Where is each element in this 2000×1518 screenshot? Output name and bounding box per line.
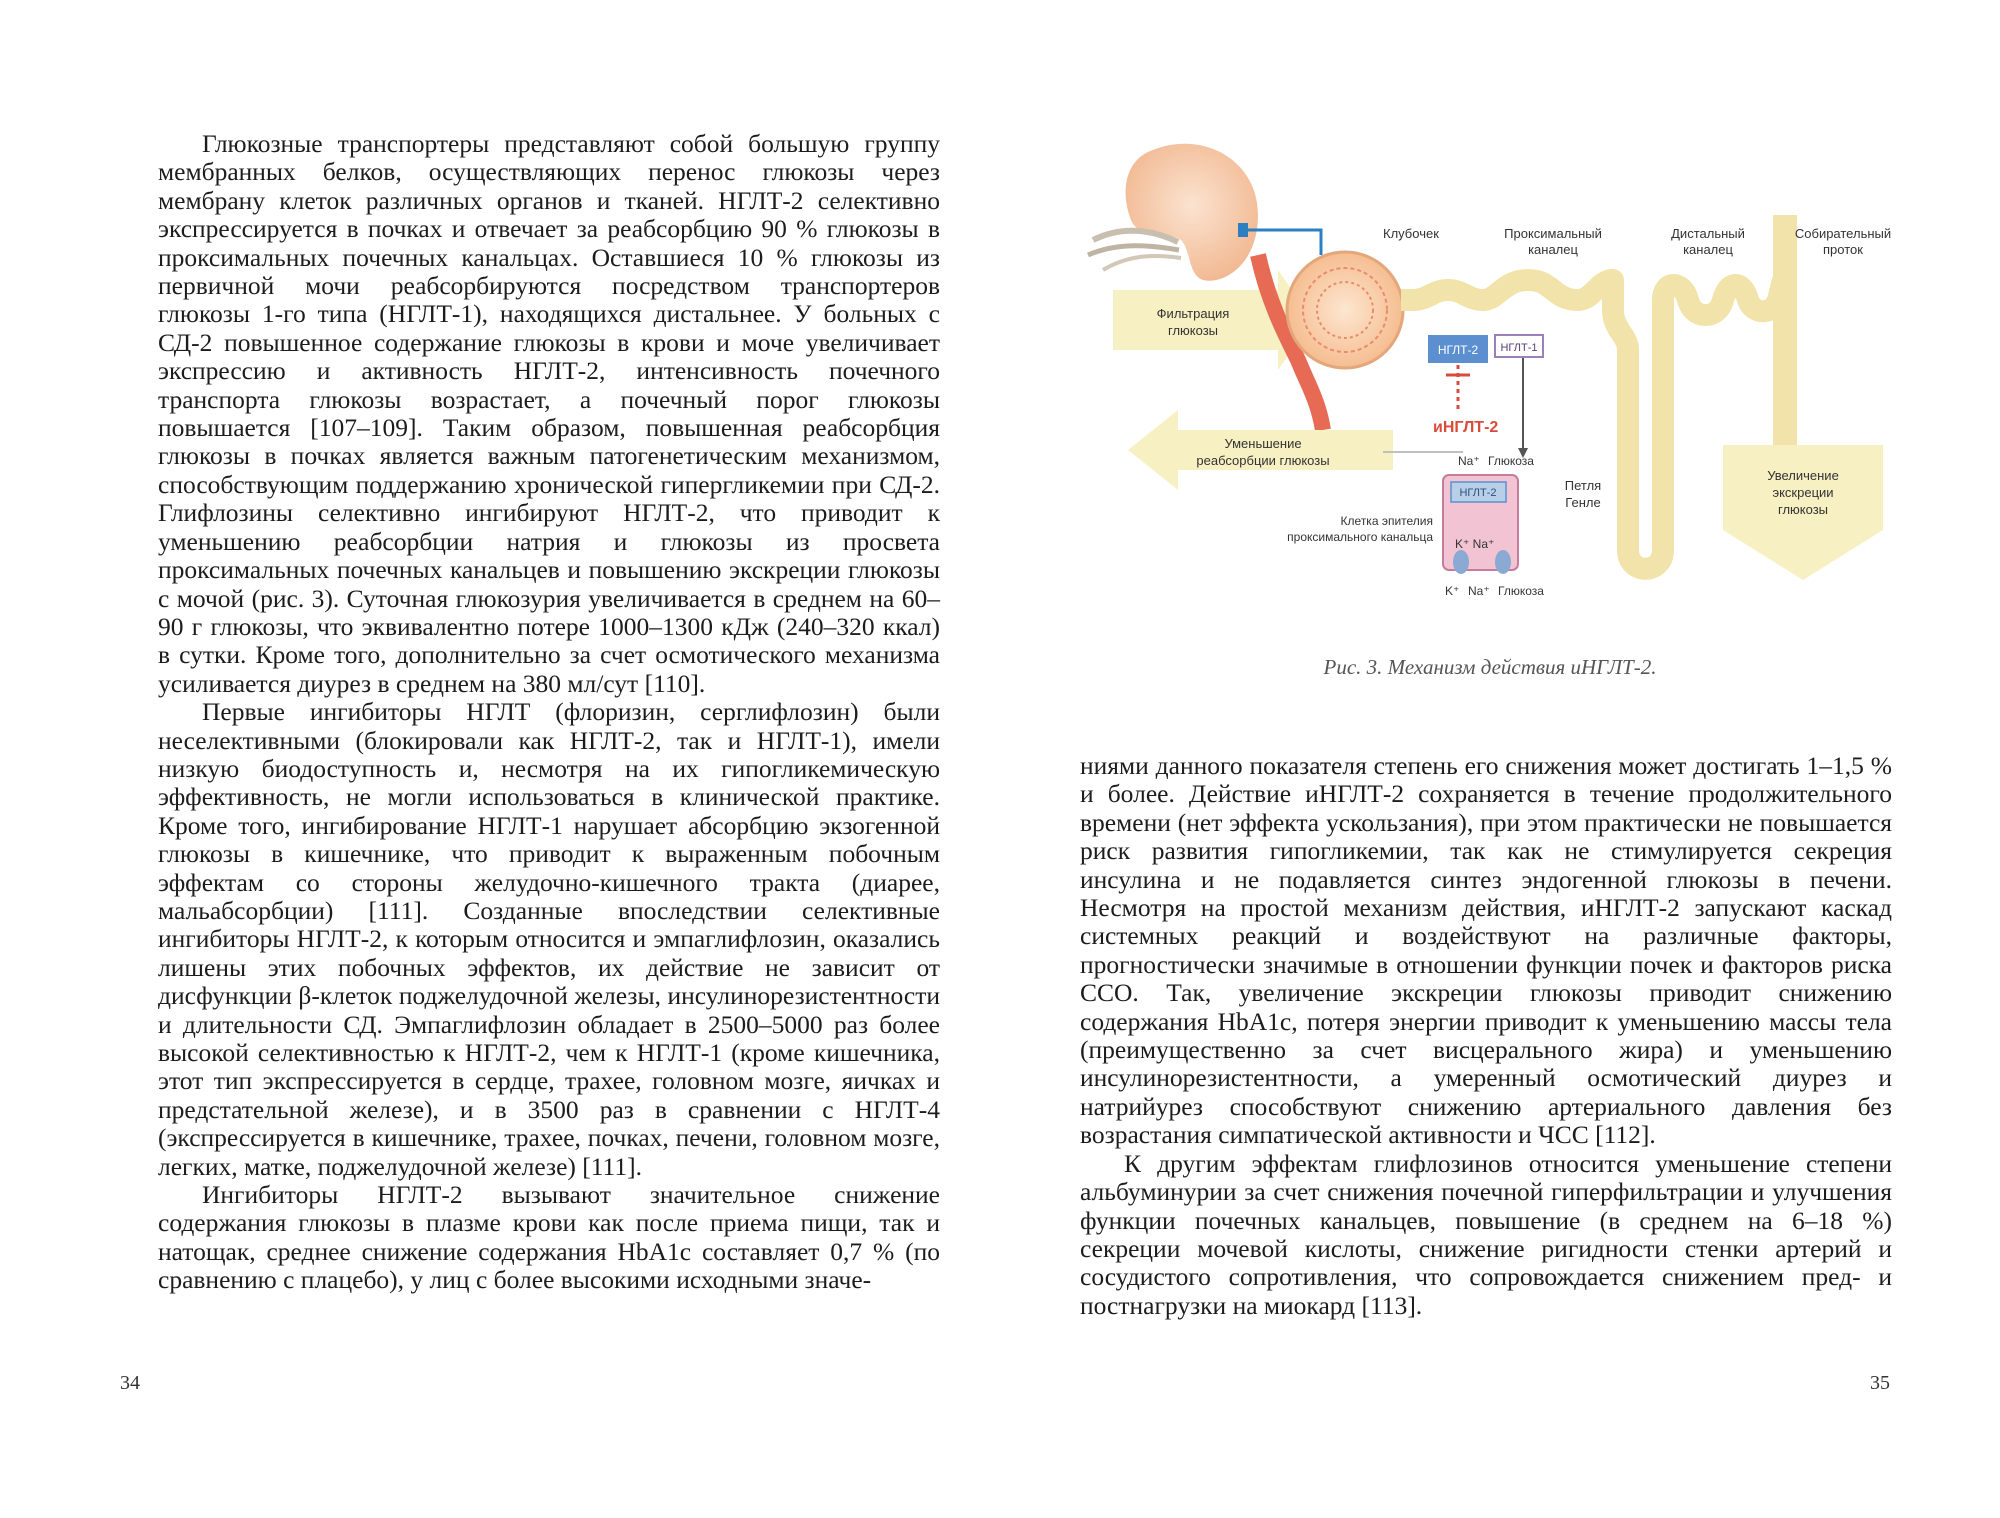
- label-increase: Увеличение: [1767, 468, 1839, 483]
- kidney-illustration: [1126, 144, 1258, 281]
- label-glucose: Глюкоза: [1488, 454, 1534, 468]
- page-number: 34: [120, 1372, 140, 1394]
- paragraph: К другим эффектам глифлозинов относится уменьшение степени альбуминурии за счет снижения почечной гиперфильтрации и улучшения функции почечных канальцев, повышение (в среднем на 6–18 %) секреции мочевой кислоты, снижение ригидности стенки артерий и сосудистого сопротивления, что сопровождается снижением пред- и постнагрузки на миокард [113].: [1080, 1148, 1892, 1320]
- right-text-column: [1080, 752, 1892, 1320]
- label-glomerulus: Клубочек: [1383, 226, 1439, 241]
- label-inhibitor: иНГЛТ-2: [1433, 419, 1499, 436]
- right-page: [1000, 0, 2000, 1518]
- label-distal-2: каналец: [1683, 242, 1733, 257]
- label-filtration-2: глюкозы: [1167, 323, 1219, 338]
- kidney-mechanism-diagram: [1083, 130, 1903, 630]
- label-na: Na⁺: [1458, 454, 1480, 468]
- label-na2: Na⁺: [1468, 584, 1490, 598]
- label-glucose2: Глюкоза: [1498, 584, 1544, 598]
- paragraph: Первые ингибиторы НГЛТ (флоризин, серглифлозин) были неселективными (блокировали как НГЛТ-2, так и НГЛТ-1), имели низкую биодоступность и, несмотря на их гипогликемическую эффективность, не могли использоваться в клинической практике. Кроме того, ингибирование НГЛТ-1 нарушает абсорбцию экзогенной глюкозы в кишечнике, что приводит к выраженным побочным эффектам со стороны желудочно-кишечного тракта (диарее, мальабсорбции) [111]. Созданные впоследствии селективные ингибиторы НГЛТ-2, к которым относится и эмпаглифлозин, оказались лишены этих побочных эффектов, их действие не зависит от дисфункции β-клеток поджелудочной железы, инсулинорезистентности и длительности СД. Эмпаглифлозин обладает в 2500–5000 раз более высокой селективностью к НГЛТ-2, чем к НГЛТ-1 (кроме кишечника, этот тип экспрессируется в сердце, трахее, головном мозге, яичках и предстательной железе), и в 3500 раз в сравнении с НГЛТ-4 (экспрессируется в кишечнике, трахее, почках, печени, головном мозге, легких, матке, поджелудочной железе) [111].: [158, 697, 940, 1181]
- label-reduce: Уменьшение: [1224, 436, 1302, 451]
- paragraph: Глюкозные транспортеры представляют собой большую группу мембранных белков, осуществляющих перенос глюкозы через мембрану клеток различных органов и тканей. НГЛТ-2 селективно экспрессируется в почках и отвечает за реабсорбцию 90 % глюкозы в проксимальных почечных канальцах. Оставшиеся 10 % глюкозы из первичной мочи реабсорбируются посредством транспортеров глюкозы 1-го типа (НГЛТ-1), находящихся дистальнее. У больных с СД-2 повышенное содержание глюкозы в крови и моче увеличивает экспрессию и активность НГЛТ-2, интенсивность почечного транспорта глюкозы возрастает, а почечный порог глюкозы повышается [107–109]. Таким образом, повышенная реабсорбция глюкозы в почках является важным патогенетическим механизмом, способствующим поддержанию хронической гипергликемии при СД-2. Глифлозины селективно ингибируют НГЛТ-2, что приводит к уменьшению реабсорбции натрия и глюкозы из просвета проксимальных почечных канальцев и повышению экскреции глюкозы с мочой (рис. 3). Суточная глюкозурия увеличивается в среднем на 60–90 г глюкозы, что эквивалентно потере 1000–1300 кДж (240–320 ккал) в сутки. Кроме того, дополнительно за счет осмотического механизма усиливается диурез в среднем на 380 мл/сут [110].: [158, 129, 940, 698]
- paragraph: ниями данного показателя степень его снижения может достигать 1–1,5 % и более. Действие иНГЛТ-2 сохраняется в течение продолжительного времени (нет эффекта ускользания), при этом практически не повышается риск развития гипогликемии, так как не стимулируется секреция инсулина и не подавляется синтез эндогенной глюкозы в печени. Несмотря на простой механизм действия, иНГЛТ-2 запускают каскад системных реакций и воздействуют на различные факторы, прогностически значимые в отношении функции почек и факторов риска ССО. Так, увеличение экскреции глюкозы приводит снижению содержания HbA1c, потеря энергии приводит к уменьшению массы тела (преимущественно за счет висцерального жира) и уменьшению инсулинорезистентности, а умеренный осмотический диурез и натрийурез способствуют снижению артериального давления без возрастания симпатической активности и ЧСС [112].: [1080, 751, 1892, 1150]
- label-collecting: Собирательный: [1794, 226, 1892, 241]
- label-cell-2: проксимального канальца: [1287, 530, 1433, 544]
- label-sglt2: НГЛТ-2: [1437, 343, 1479, 357]
- label-sglt2-cell: НГЛТ-2: [1459, 487, 1497, 499]
- label-loop: Петля: [1564, 478, 1602, 493]
- label-cell: Клетка эпителия: [1340, 514, 1433, 528]
- label-loop-2: Генле: [1565, 495, 1601, 510]
- glomerulus: [1287, 252, 1403, 368]
- page-number: 35: [1870, 1372, 1890, 1394]
- label-proximal-2: каналец: [1528, 242, 1578, 257]
- label-k-na: K⁺ Na⁺: [1455, 537, 1495, 551]
- label-proximal: Проксимальный: [1504, 226, 1602, 241]
- label-increase-2: экскреции: [1772, 485, 1834, 500]
- label-k: K⁺: [1445, 584, 1460, 598]
- label-filtration: Фильтрация: [1156, 306, 1230, 321]
- label-collecting-2: проток: [1823, 242, 1863, 257]
- label-reduce-2: реабсорбции глюкозы: [1196, 453, 1330, 468]
- label-increase-3: глюкозы: [1777, 502, 1829, 517]
- collecting-duct: [1773, 215, 1797, 445]
- left-text-column: [158, 130, 940, 1295]
- label-distal: Дистальный: [1671, 226, 1745, 241]
- paragraph: Ингибиторы НГЛТ-2 вызывают значительное снижение содержания глюкозы в плазме крови как после приема пищи, так и натощак, среднее снижение содержания HbA1c составляет 0,7 % (по сравнению с плацебо), у лиц с более высокими исходными значе-: [158, 1180, 940, 1295]
- label-sglt1: НГЛТ-1: [1500, 342, 1538, 354]
- figure-caption: Рис. 3. Механизм действия иНГЛТ-2.: [1323, 655, 1657, 679]
